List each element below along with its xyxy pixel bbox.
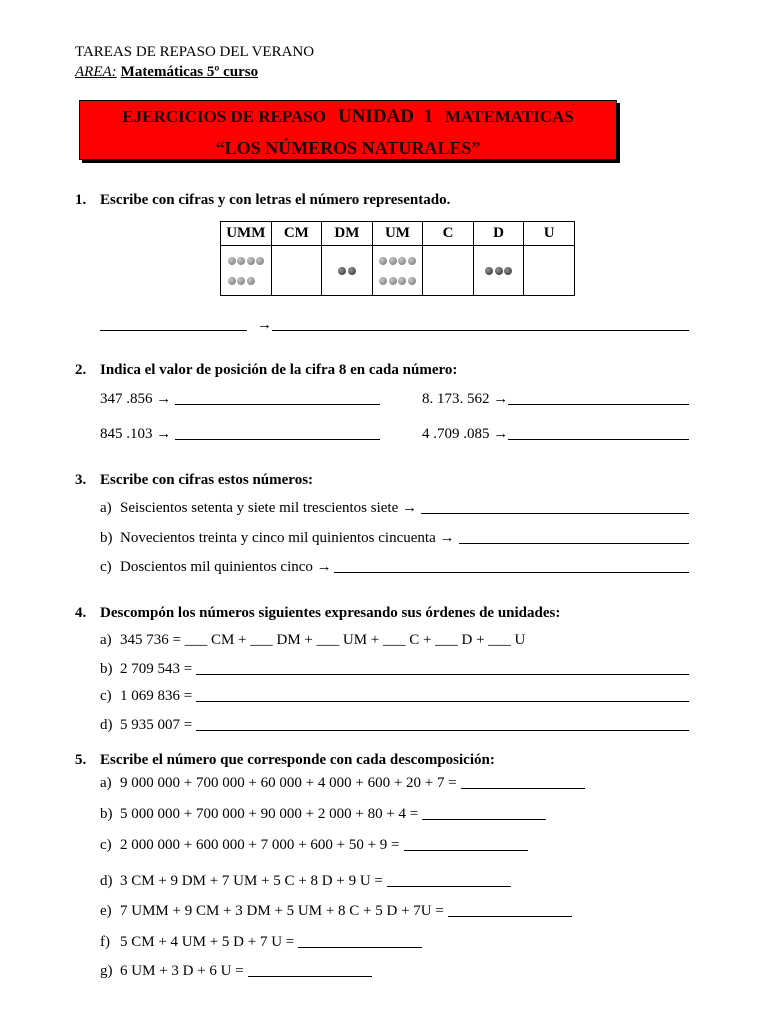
counter-dot	[256, 257, 264, 265]
item-text: 8. 173. 562 →	[422, 391, 509, 407]
answer-line	[421, 501, 689, 514]
counter-dot	[228, 257, 236, 265]
counter-dot	[485, 267, 493, 275]
counter-dot	[338, 267, 346, 275]
item-text: 5 935 007 =	[120, 717, 193, 733]
item-label: c)	[100, 688, 112, 704]
list-item	[100, 632, 689, 649]
dot-cell-um	[372, 246, 423, 296]
answer-line	[404, 838, 528, 851]
question-number: 3.	[75, 472, 87, 488]
item-text: 347 .856 →	[100, 391, 172, 407]
item-text: 345 736 = ___ CM + ___ DM + ___ UM + ___ C + ___ D + ___ U	[120, 632, 526, 648]
list-item	[100, 933, 422, 951]
item-text: 845 .103 →	[100, 426, 172, 442]
question-number: 4.	[75, 605, 87, 621]
list-item	[100, 687, 689, 705]
dot-row	[228, 257, 265, 265]
area-value: Matemáticas 5º curso	[120, 64, 259, 80]
list-item	[100, 660, 689, 678]
question-2	[75, 362, 457, 379]
dot-cell-d	[473, 246, 524, 296]
item-label: a)	[100, 632, 112, 648]
item-text: 9 000 000 + 700 000 + 60 000 + 4 000 + 600 + 20 + 7 =	[120, 775, 457, 791]
answer-line	[196, 689, 689, 702]
counter-dot	[408, 257, 416, 265]
item-label: e)	[100, 903, 112, 919]
answer-line	[508, 427, 689, 440]
counter-dot	[379, 277, 387, 285]
list-item	[100, 805, 546, 823]
dot-cell-umm	[221, 246, 272, 296]
question-text: Escribe con cifras y con letras el número representado.	[100, 192, 451, 208]
answer-line	[248, 964, 372, 977]
banner-title	[80, 106, 616, 128]
answer-line	[175, 392, 380, 405]
list-item	[100, 716, 689, 734]
column-header-umm: UMM	[221, 222, 272, 246]
counter-dot	[495, 267, 503, 275]
column-header-um: UM	[372, 222, 423, 246]
dot-cell-u	[524, 246, 575, 296]
list-item	[100, 774, 585, 792]
item-label: c)	[100, 559, 112, 575]
table-header-row	[221, 222, 575, 246]
document-title: TAREAS DE REPASO DEL VERANO	[75, 44, 315, 60]
answer-line	[175, 427, 380, 440]
list-item	[100, 425, 380, 443]
item-label: f)	[100, 934, 110, 950]
question-3	[75, 472, 313, 489]
answer-line	[298, 935, 422, 948]
banner-subtitle: “LOS NÚMEROS NATURALES”	[215, 138, 481, 158]
question-text: Escribe con cifras estos números:	[100, 472, 314, 488]
column-header-u: U	[524, 222, 575, 246]
question-text: Indica el valor de posición de la cifra 8 en cada número:	[100, 362, 458, 378]
question-text: Descompón los números siguientes expresando sus órdenes de unidades:	[100, 605, 561, 621]
dot-group	[338, 267, 356, 275]
question-number: 5.	[75, 752, 87, 768]
column-header-dm: DM	[322, 222, 373, 246]
dot-row	[338, 267, 356, 275]
item-text: 2 709 543 =	[120, 661, 193, 677]
list-item	[422, 390, 689, 408]
item-label: g)	[100, 963, 113, 979]
item-label: a)	[100, 775, 112, 791]
question-number: 1.	[75, 192, 87, 208]
list-item	[100, 902, 572, 920]
counter-dot	[247, 277, 255, 285]
answer-line	[508, 392, 689, 405]
item-label: b)	[100, 806, 113, 822]
table-row	[221, 246, 575, 296]
list-item	[100, 836, 528, 854]
item-label: a)	[100, 500, 112, 516]
item-text: Doscientos mil quinientos cinco →	[120, 559, 332, 575]
item-label: c)	[100, 837, 112, 853]
question-5	[75, 752, 495, 769]
counter-dot	[389, 257, 397, 265]
item-text: Novecientos treinta y cinco mil quinientos cincuenta →	[120, 530, 455, 546]
answer-line	[196, 718, 689, 731]
subject-line	[75, 64, 258, 81]
counter-dot	[247, 257, 255, 265]
dot-cell-c	[423, 246, 474, 296]
counter-dot	[228, 277, 236, 285]
dot-row	[228, 277, 265, 285]
title-banner	[79, 100, 617, 160]
counter-dot	[504, 267, 512, 275]
answer-line	[422, 807, 546, 820]
dot-group	[379, 257, 416, 285]
list-item	[422, 425, 689, 443]
list-item	[100, 390, 380, 408]
list-item	[100, 558, 689, 576]
item-text: 1 069 836 =	[120, 688, 193, 704]
question-4	[75, 605, 560, 622]
counter-dot	[398, 277, 406, 285]
dot-row	[379, 277, 416, 285]
dot-cell-cm	[271, 246, 322, 296]
dot-cell-dm	[322, 246, 373, 296]
item-text: 5 000 000 + 700 000 + 90 000 + 2 000 + 80 + 4 =	[120, 806, 419, 822]
counter-dot	[379, 257, 387, 265]
area-label: AREA:	[75, 64, 117, 80]
question-number: 2.	[75, 362, 87, 378]
column-header-c: C	[423, 222, 474, 246]
item-label: b)	[100, 661, 113, 677]
column-header-d: D	[473, 222, 524, 246]
q1-answer-row	[100, 316, 689, 334]
item-label: b)	[100, 530, 113, 546]
column-header-cm: CM	[271, 222, 322, 246]
place-value-table	[220, 221, 575, 296]
counter-dot	[237, 257, 245, 265]
item-text: 7 UMM + 9 CM + 3 DM + 5 UM + 8 C + 5 D + 7U =	[120, 903, 444, 919]
dot-row	[485, 267, 512, 275]
list-item	[100, 499, 689, 517]
question-1	[75, 192, 450, 209]
answer-line	[459, 531, 690, 544]
counter-dot	[389, 277, 397, 285]
answer-line	[196, 662, 689, 675]
item-text: 5 CM + 4 UM + 5 D + 7 U =	[120, 934, 295, 950]
list-item	[100, 872, 511, 890]
counter-dot	[408, 277, 416, 285]
answer-line	[461, 776, 585, 789]
banner-part-unit: UNIDAD 1	[337, 106, 433, 127]
counter-dot	[398, 257, 406, 265]
list-item	[100, 529, 689, 547]
dot-group	[485, 267, 512, 275]
answer-line	[448, 904, 572, 917]
item-text: 2 000 000 + 600 000 + 7 000 + 600 + 50 + 9 =	[120, 837, 400, 853]
banner-part-exercises: EJERCICIOS DE REPASO	[122, 107, 326, 126]
arrow-icon: →	[257, 317, 272, 333]
item-label: d)	[100, 873, 113, 889]
banner-part-subject: MATEMATICAS	[444, 107, 574, 126]
item-text: 4 .709 .085 →	[422, 426, 509, 442]
dot-group	[228, 257, 265, 285]
item-text: Seiscientos setenta y siete mil trescientos siete →	[120, 500, 418, 516]
list-item	[100, 962, 372, 980]
answer-line	[100, 318, 247, 331]
dot-row	[379, 257, 416, 265]
item-text: 3 CM + 9 DM + 7 UM + 5 C + 8 D + 9 U =	[120, 873, 383, 889]
counter-dot	[237, 277, 245, 285]
answer-line	[334, 560, 689, 573]
question-text: Escribe el número que corresponde con cada descomposición:	[100, 752, 495, 768]
counter-dot	[348, 267, 356, 275]
item-text: 6 UM + 3 D + 6 U =	[120, 963, 244, 979]
answer-line	[272, 318, 689, 331]
answer-line	[387, 874, 511, 887]
item-label: d)	[100, 717, 113, 733]
